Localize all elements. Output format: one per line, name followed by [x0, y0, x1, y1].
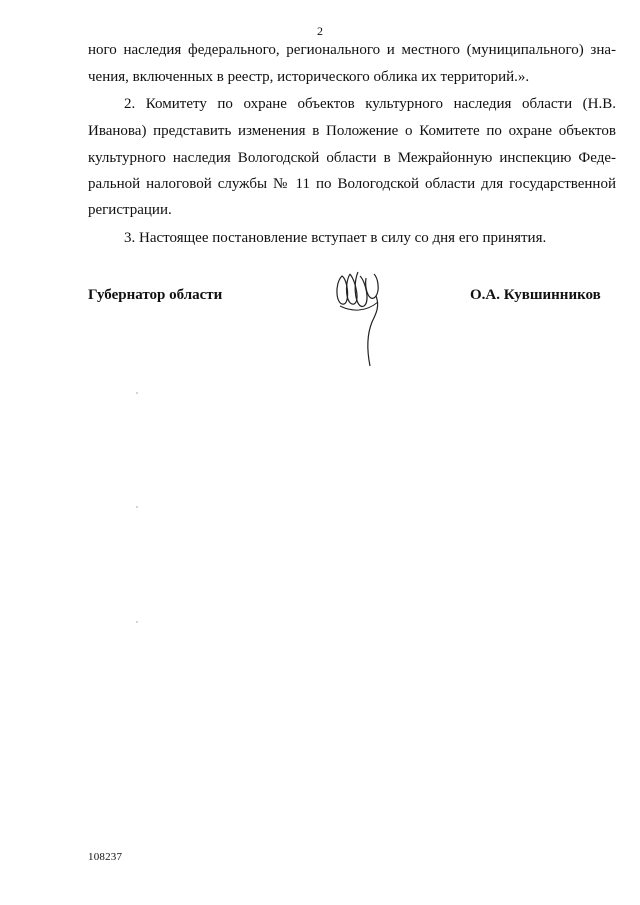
scan-dot	[136, 621, 138, 623]
body-line-2: чения, включенных в реестр, исторического облика их территорий.».	[88, 69, 530, 85]
body-line-1: ного наследия федерального, регионального и местного (муниципального) зна-	[88, 42, 616, 58]
body-line-3: 2. Комитету по охране объектов культурного наследия области (Н.В.	[124, 96, 616, 112]
body-line-7: регистрации.	[88, 202, 172, 218]
scan-dot	[136, 506, 138, 508]
document-code: 108237	[88, 851, 123, 863]
body-line-6: ральной налоговой службы № 11 по Вологодской области для государственной	[88, 176, 616, 192]
body-line-4: Иванова) представить изменения в Положение о Комитете по охране объектов	[88, 123, 616, 139]
signatory-position: Губернатор области	[88, 287, 223, 303]
signatory-name: О.А. Кувшинников	[470, 287, 601, 303]
body-line-5: культурного наследия Вологодской области в Межрайонную инспекцию Федe-	[88, 150, 616, 166]
handwritten-signature	[330, 266, 390, 370]
body-line-8: 3. Настоящее постановление вступает в силу со дня его принятия.	[124, 230, 547, 246]
scan-dot	[136, 392, 138, 394]
page-number: 2	[317, 24, 323, 38]
